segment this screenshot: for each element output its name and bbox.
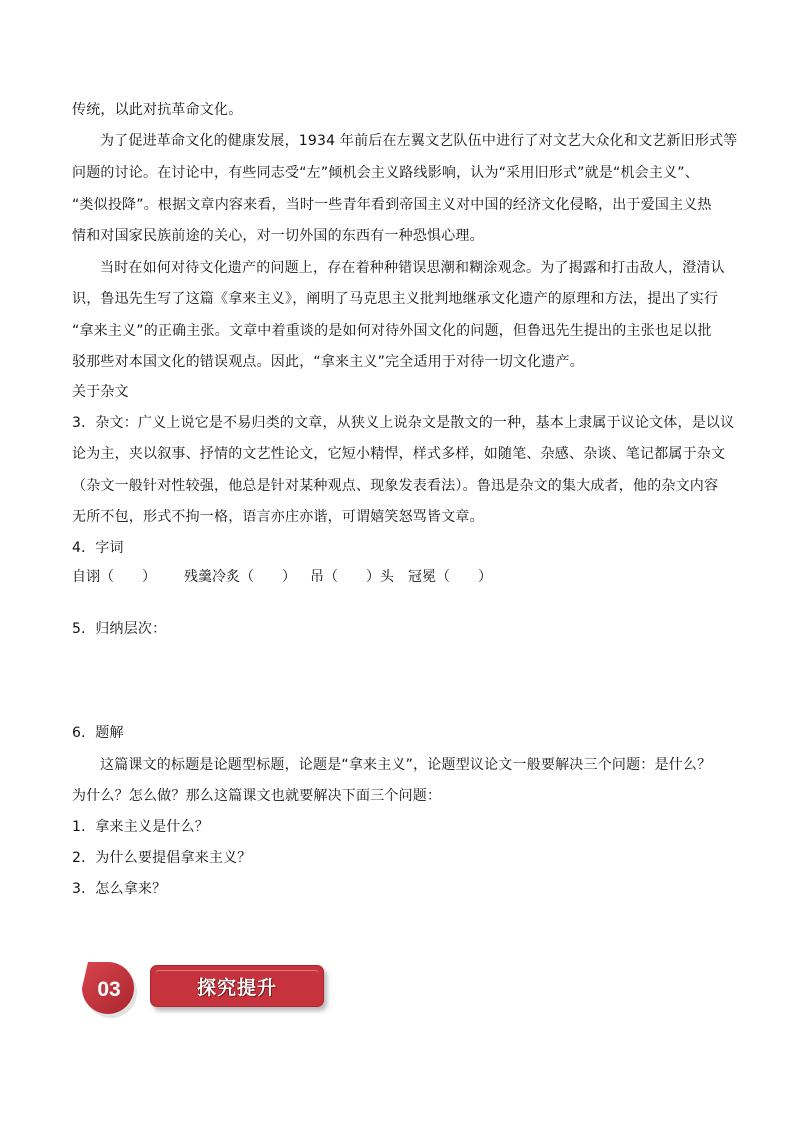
question-item: 1．拿来主义是什么？ xyxy=(72,819,209,835)
question-item: 3．怎么拿来？ xyxy=(72,881,167,897)
question-item: 2．为什么要提倡拿来主义？ xyxy=(72,850,252,866)
item-heading-title-analysis: 6．题解 xyxy=(72,725,124,741)
vocab-item: 残羹冷炙（ ） xyxy=(184,569,296,585)
item-heading-vocab: 4．字词 xyxy=(72,540,124,556)
paragraph-line: 这篇课文的标题是论题型标题，论题是“拿来主义”，论题型议论文一般要解决三个问题：是什么？ xyxy=(100,757,712,773)
vocab-item: 吊（ ）头 xyxy=(310,569,394,585)
item-heading-structure: 5．归纳层次： xyxy=(72,621,167,637)
paragraph-line: 论为主，夹以叙事、抒情的文艺性论文，它短小精悍，样式多样，如随笔、杂感、杂谈、笔记都属于杂文 xyxy=(72,446,726,462)
section-number: 03 xyxy=(97,978,121,1001)
paragraph-line: 驳那些对本国文化的错误观点。因此，“拿来主义”完全适用于对待一切文化遗产。 xyxy=(72,354,584,370)
section-heading-zawen: 关于杂文 xyxy=(72,384,129,400)
paragraph-line: 问题的讨论。在讨论中，有些同志受“左”倾机会主义路线影响，认为“采用旧形式”就是“机会主义”、 xyxy=(72,165,699,181)
paragraph-line: 为了促进革命文化的健康发展，1934 年前后在左翼文艺队伍中进行了对文艺大众化和文艺新旧形式等 xyxy=(100,133,738,149)
vocab-item: 自诩（ ） xyxy=(72,569,156,585)
paragraph-line: “类似投降”。根据文章内容来看，当时一些青年看到帝国主义对中国的经济文化侵略，出于爱国主义热 xyxy=(72,197,712,213)
paragraph-line: （杂文一般针对性较强，他总是针对某种观点、现象发表看法）。鲁迅是杂文的集大成者，他的杂文内容 xyxy=(72,478,719,494)
section-title-bar xyxy=(150,965,324,1007)
paragraph-line: 3．杂文：广义上说它是不易归类的文章，从狭义上说杂文是散文的一种，基本上隶属于议论文体，是以议 xyxy=(72,415,735,431)
vocab-item: 冠冕（ ） xyxy=(408,569,492,585)
paragraph-line: 情和对国家民族前途的关心，对一切外国的东西有一种恐惧心理。 xyxy=(72,228,484,244)
paragraph-line: 无所不包，形式不拘一格，语言亦庄亦谐，可谓嬉笑怒骂皆文章。 xyxy=(72,509,484,525)
section-title: 探究提升 xyxy=(196,977,277,999)
paragraph-line: 当时在如何对待文化遗产的问题上，存在着种种错误思潮和糊涂观念。为了揭露和打击敌人，澄清认 xyxy=(100,260,725,276)
paragraph-line: 为什么？怎么做？那么这篇课文也就要解决下面三个问题： xyxy=(72,788,442,804)
paragraph-line: 传统，以此对抗革命文化。 xyxy=(72,102,243,118)
section-number-badge xyxy=(78,958,138,1018)
paragraph-line: “拿来主义”的正确主张。文章中着重谈的是如何对待外国文化的问题，但鲁迅先生提出的主张也足以批 xyxy=(72,323,712,339)
paragraph-line: 识，鲁迅先生写了这篇《拿来主义》，阐明了马克思主义批判地继承文化遗产的原理和方法，提出了实行 xyxy=(72,291,719,307)
